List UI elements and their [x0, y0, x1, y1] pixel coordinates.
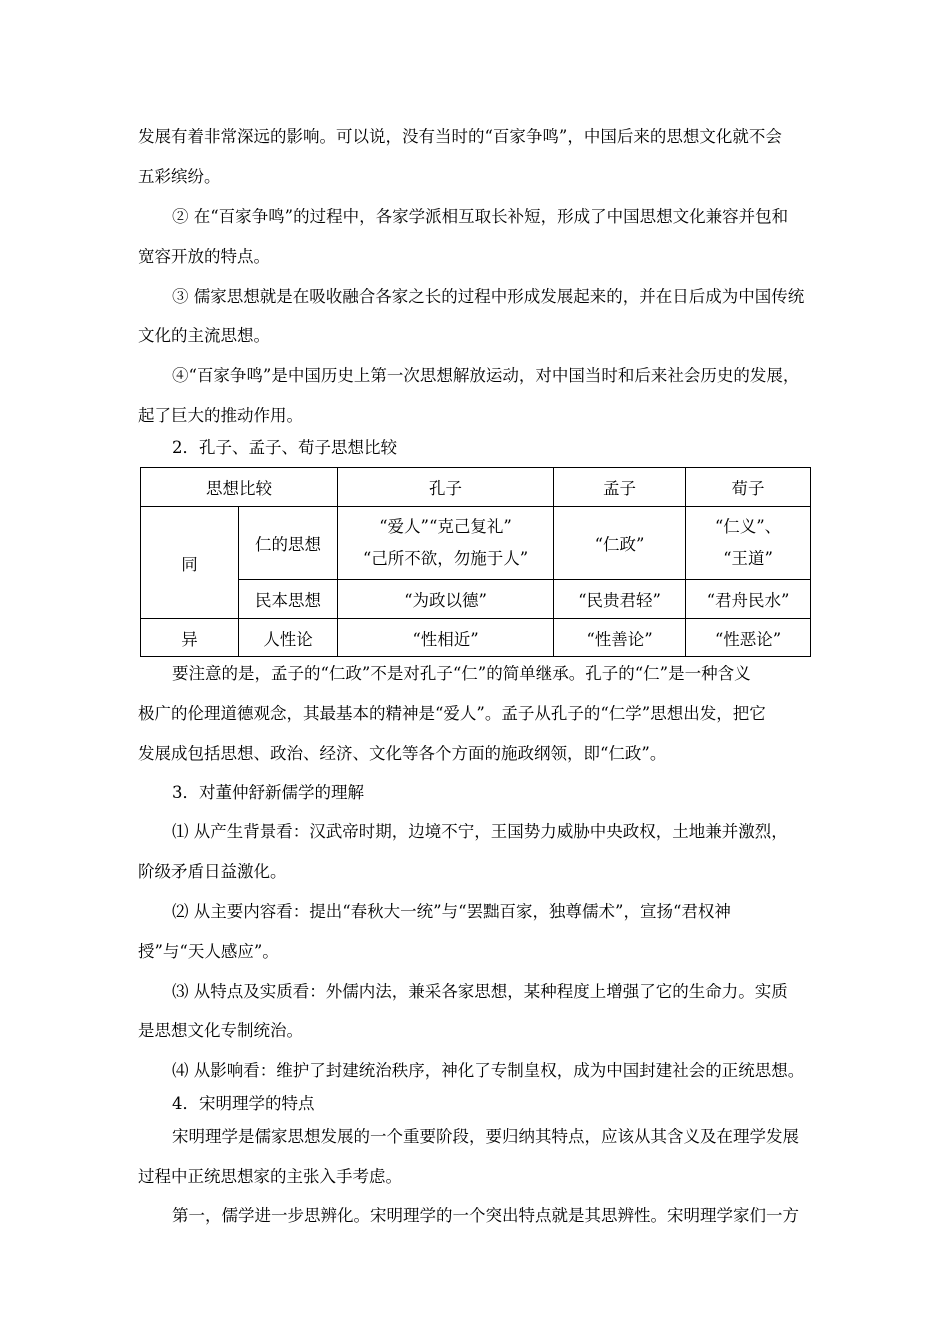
paragraph-line: 宽容开放的特点。 — [138, 247, 270, 266]
paragraph-line: 发展有着非常深远的影响。可以说，没有当时的“百家争鸣”，中国后来的思想文化就不会 — [138, 127, 782, 146]
paragraph-line: ② 在“百家争鸣”的过程中，各家学派相互取长补短，形成了中国思想文化兼容并包和 — [172, 207, 789, 226]
header-cell-mengzi: 孟子 — [554, 468, 686, 507]
cell-xunzi-minben: “君舟民水” — [686, 580, 811, 619]
cell-line: “己所不欲，勿施于人” — [362, 549, 529, 568]
cell-kongzi-renxing: “性相近” — [338, 619, 554, 657]
paragraph-line: ⑴ 从产生背景看：汉武帝时期，边境不宁，王国势力威胁中央政权，土地兼并激烈， — [172, 822, 788, 841]
paragraph-line: 阶级矛盾日益激化。 — [138, 862, 287, 881]
paragraph-line: 五彩缤纷。 — [138, 167, 221, 186]
row-label-renxing: 人性论 — [239, 619, 338, 657]
paragraph-line: 过程中正统思想家的主张入手考虑。 — [138, 1167, 402, 1186]
row-label-minben: 民本思想 — [239, 580, 338, 619]
paragraph-line: ⑵ 从主要内容看：提出“春秋大一统”与“罢黜百家，独尊儒术”，宣扬“君权神 — [172, 902, 731, 921]
section-heading: 2．孔子、孟子、荀子思想比较 — [172, 438, 397, 457]
section-heading: 4．宋明理学的特点 — [172, 1094, 315, 1113]
same-label-cell: 同 — [141, 507, 239, 619]
table-row — [141, 619, 811, 657]
cell-mengzi-minben: “民贵君轻” — [554, 580, 686, 619]
cell-xunzi-ren — [686, 507, 811, 580]
paragraph-line: 文化的主流思想。 — [138, 326, 270, 345]
paragraph-line: ③ 儒家思想就是在吸收融合各家之长的过程中形成发展起来的，并在日后成为中国传统 — [172, 287, 805, 306]
row-label-ren: 仁的思想 — [239, 507, 338, 580]
table-row — [141, 507, 811, 580]
paragraph-line: 起了巨大的推动作用。 — [138, 406, 303, 425]
paragraph-line: 授”与“天人感应”。 — [138, 942, 279, 961]
header-cell-kongzi: 孔子 — [338, 468, 554, 507]
paragraph-line: 是思想文化专制统治。 — [138, 1021, 303, 1040]
cell-xunzi-renxing: “性恶论” — [686, 619, 811, 657]
cell-mengzi-ren: “仁政” — [554, 507, 686, 580]
paragraph-line: ④“百家争鸣”是中国历史上第一次思想解放运动，对中国当时和后来社会历史的发展， — [172, 366, 800, 385]
paragraph-line: ⑶ 从特点及实质看：外儒内法，兼采各家思想，某种程度上增强了它的生命力。实质 — [172, 982, 788, 1001]
header-cell-comparison: 思想比较 — [141, 468, 338, 507]
header-cell-xunzi: 荀子 — [686, 468, 811, 507]
paragraph-line: 发展成包括思想、政治、经济、文化等各个方面的施政纲领，即“仁政”。 — [138, 744, 667, 763]
paragraph-line: 第一，儒学进一步思辨化。宋明理学的一个突出特点就是其思辨性。宋明理学家们一方 — [172, 1206, 799, 1225]
cell-kongzi-minben: “为政以德” — [338, 580, 554, 619]
table-header-row — [141, 468, 811, 507]
paragraph-line: 要注意的是，孟子的“仁政”不是对孔子“仁”的简单继承。孔子的“仁”是一种含义 — [172, 664, 751, 683]
paragraph-line: ⑷ 从影响看：维护了封建统治秩序，神化了专制皇权，成为中国封建社会的正统思想。 — [172, 1061, 805, 1080]
comparison-table — [140, 467, 811, 657]
cell-kongzi-ren — [338, 507, 554, 580]
cell-line: “爱人”“克己复礼” — [379, 517, 512, 536]
cell-line: “仁义”、 — [714, 517, 782, 536]
section-heading: 3．对董仲舒新儒学的理解 — [172, 783, 364, 802]
table-row — [141, 580, 811, 619]
paragraph-line: 宋明理学是儒家思想发展的一个重要阶段，要归纳其特点，应该从其含义及在理学发展 — [172, 1127, 799, 1146]
cell-mengzi-renxing: “性善论” — [554, 619, 686, 657]
paragraph-line: 极广的伦理道德观念，其最基本的精神是“爱人”。孟子从孔子的“仁学”思想出发，把它 — [138, 704, 766, 723]
cell-line: “王道” — [723, 549, 773, 568]
diff-label-cell: 异 — [141, 619, 239, 657]
